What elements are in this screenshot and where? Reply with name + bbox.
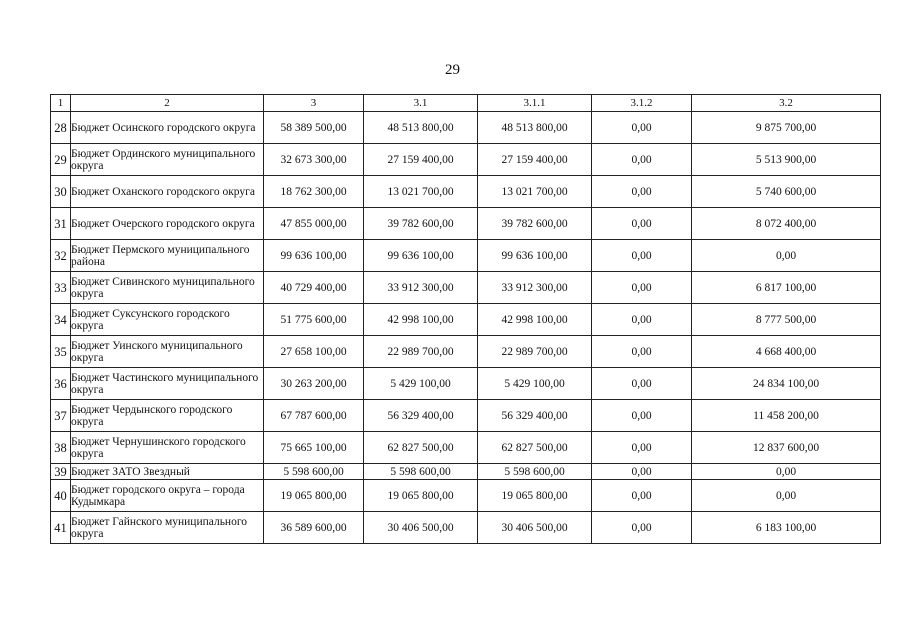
value-cell-3-1-2: 0,00 — [592, 432, 692, 464]
table-row — [51, 400, 881, 432]
row-number-cell: 36 — [51, 368, 71, 400]
row-number-cell: 41 — [51, 512, 71, 544]
value-cell-3: 47 855 000,00 — [264, 208, 364, 240]
row-number-cell: 29 — [51, 144, 71, 176]
table-row — [51, 272, 881, 304]
row-number-cell: 37 — [51, 400, 71, 432]
value-cell-3: 51 775 600,00 — [264, 304, 364, 336]
budget-name-cell: Бюджет Чердынского городского округа — [71, 400, 264, 432]
table-header-row — [51, 95, 881, 112]
value-cell-3-1-2: 0,00 — [592, 304, 692, 336]
row-number-cell: 35 — [51, 336, 71, 368]
value-cell-3-2: 5 740 600,00 — [692, 176, 881, 208]
budget-name-cell: Бюджет Пермского муниципального района — [71, 240, 264, 272]
value-cell-3: 75 665 100,00 — [264, 432, 364, 464]
value-cell-3-1: 33 912 300,00 — [364, 272, 478, 304]
table-row — [51, 304, 881, 336]
table-row — [51, 432, 881, 464]
value-cell-3: 32 673 300,00 — [264, 144, 364, 176]
value-cell-3-1-1: 56 329 400,00 — [478, 400, 592, 432]
column-header: 1 — [51, 95, 71, 112]
value-cell-3-1-1: 99 636 100,00 — [478, 240, 592, 272]
value-cell-3-1: 13 021 700,00 — [364, 176, 478, 208]
value-cell-3-2: 8 072 400,00 — [692, 208, 881, 240]
value-cell-3-1-1: 19 065 800,00 — [478, 480, 592, 512]
value-cell-3-2: 11 458 200,00 — [692, 400, 881, 432]
value-cell-3-2: 0,00 — [692, 480, 881, 512]
value-cell-3-2: 5 513 900,00 — [692, 144, 881, 176]
table-row — [51, 336, 881, 368]
budget-name-cell: Бюджет Чернушинского городского округа — [71, 432, 264, 464]
value-cell-3-2: 24 834 100,00 — [692, 368, 881, 400]
budget-name-cell: Бюджет Сивинского муниципального округа — [71, 272, 264, 304]
value-cell-3-1: 39 782 600,00 — [364, 208, 478, 240]
value-cell-3-1-2: 0,00 — [592, 480, 692, 512]
row-number-cell: 40 — [51, 480, 71, 512]
value-cell-3-1: 27 159 400,00 — [364, 144, 478, 176]
value-cell-3-1-2: 0,00 — [592, 368, 692, 400]
budget-name-cell: Бюджет Очерского городского округа — [71, 208, 264, 240]
budget-name-cell: Бюджет Суксунского городского округа — [71, 304, 264, 336]
value-cell-3-1: 5 598 600,00 — [364, 464, 478, 480]
value-cell-3-1-1: 13 021 700,00 — [478, 176, 592, 208]
value-cell-3-2: 0,00 — [692, 240, 881, 272]
budget-table — [50, 94, 881, 544]
column-header: 3.1.1 — [478, 95, 592, 112]
table-row — [51, 480, 881, 512]
table-row — [51, 512, 881, 544]
value-cell-3-2: 4 668 400,00 — [692, 336, 881, 368]
value-cell-3-1: 99 636 100,00 — [364, 240, 478, 272]
value-cell-3-1-1: 27 159 400,00 — [478, 144, 592, 176]
value-cell-3-1: 42 998 100,00 — [364, 304, 478, 336]
value-cell-3-1-2: 0,00 — [592, 240, 692, 272]
table-row — [51, 464, 881, 480]
value-cell-3-1-1: 30 406 500,00 — [478, 512, 592, 544]
row-number-cell: 30 — [51, 176, 71, 208]
value-cell-3-1-2: 0,00 — [592, 208, 692, 240]
value-cell-3-1-2: 0,00 — [592, 512, 692, 544]
value-cell-3-1-2: 0,00 — [592, 336, 692, 368]
value-cell-3-1: 30 406 500,00 — [364, 512, 478, 544]
value-cell-3: 67 787 600,00 — [264, 400, 364, 432]
page-number: 29 — [445, 62, 460, 78]
value-cell-3: 99 636 100,00 — [264, 240, 364, 272]
table-row — [51, 112, 881, 144]
value-cell-3-1: 56 329 400,00 — [364, 400, 478, 432]
value-cell-3-1: 62 827 500,00 — [364, 432, 478, 464]
table-row — [51, 176, 881, 208]
value-cell-3-1-2: 0,00 — [592, 144, 692, 176]
value-cell-3: 40 729 400,00 — [264, 272, 364, 304]
column-header: 3 — [264, 95, 364, 112]
value-cell-3: 58 389 500,00 — [264, 112, 364, 144]
row-number-cell: 38 — [51, 432, 71, 464]
budget-name-cell: Бюджет городского округа – города Кудымкара — [71, 480, 264, 512]
value-cell-3-1-2: 0,00 — [592, 112, 692, 144]
value-cell-3-1-1: 5 598 600,00 — [478, 464, 592, 480]
row-number-cell: 32 — [51, 240, 71, 272]
value-cell-3-2: 9 875 700,00 — [692, 112, 881, 144]
value-cell-3-1-2: 0,00 — [592, 272, 692, 304]
budget-name-cell: Бюджет Частинского муниципального округа — [71, 368, 264, 400]
table-row — [51, 240, 881, 272]
budget-name-cell: Бюджет Оханского городского округа — [71, 176, 264, 208]
value-cell-3: 19 065 800,00 — [264, 480, 364, 512]
value-cell-3-1-1: 39 782 600,00 — [478, 208, 592, 240]
value-cell-3: 27 658 100,00 — [264, 336, 364, 368]
column-header: 2 — [71, 95, 264, 112]
column-header: 3.1 — [364, 95, 478, 112]
budget-name-cell: Бюджет Ординского муниципального округа — [71, 144, 264, 176]
table-row — [51, 144, 881, 176]
row-number-cell: 28 — [51, 112, 71, 144]
value-cell-3-2: 6 817 100,00 — [692, 272, 881, 304]
column-header: 3.1.2 — [592, 95, 692, 112]
value-cell-3-1-1: 62 827 500,00 — [478, 432, 592, 464]
budget-name-cell: Бюджет Уинского муниципального округа — [71, 336, 264, 368]
value-cell-3-1-1: 33 912 300,00 — [478, 272, 592, 304]
value-cell-3-1-1: 5 429 100,00 — [478, 368, 592, 400]
table-row — [51, 208, 881, 240]
value-cell-3-1-2: 0,00 — [592, 464, 692, 480]
row-number-cell: 34 — [51, 304, 71, 336]
value-cell-3-1-2: 0,00 — [592, 176, 692, 208]
table-row — [51, 368, 881, 400]
value-cell-3: 5 598 600,00 — [264, 464, 364, 480]
budget-name-cell: Бюджет ЗАТО Звездный — [71, 464, 264, 480]
value-cell-3: 18 762 300,00 — [264, 176, 364, 208]
value-cell-3-2: 0,00 — [692, 464, 881, 480]
value-cell-3-1-1: 42 998 100,00 — [478, 304, 592, 336]
column-header: 3.2 — [692, 95, 881, 112]
value-cell-3-1: 5 429 100,00 — [364, 368, 478, 400]
row-number-cell: 31 — [51, 208, 71, 240]
value-cell-3-1-1: 48 513 800,00 — [478, 112, 592, 144]
value-cell-3-1: 19 065 800,00 — [364, 480, 478, 512]
row-number-cell: 39 — [51, 464, 71, 480]
value-cell-3: 30 263 200,00 — [264, 368, 364, 400]
value-cell-3: 36 589 600,00 — [264, 512, 364, 544]
value-cell-3-2: 12 837 600,00 — [692, 432, 881, 464]
value-cell-3-2: 6 183 100,00 — [692, 512, 881, 544]
row-number-cell: 33 — [51, 272, 71, 304]
value-cell-3-1: 48 513 800,00 — [364, 112, 478, 144]
budget-name-cell: Бюджет Осинского городского округа — [71, 112, 264, 144]
value-cell-3-1-2: 0,00 — [592, 400, 692, 432]
value-cell-3-1: 22 989 700,00 — [364, 336, 478, 368]
budget-name-cell: Бюджет Гайнского муниципального округа — [71, 512, 264, 544]
value-cell-3-1-1: 22 989 700,00 — [478, 336, 592, 368]
value-cell-3-2: 8 777 500,00 — [692, 304, 881, 336]
